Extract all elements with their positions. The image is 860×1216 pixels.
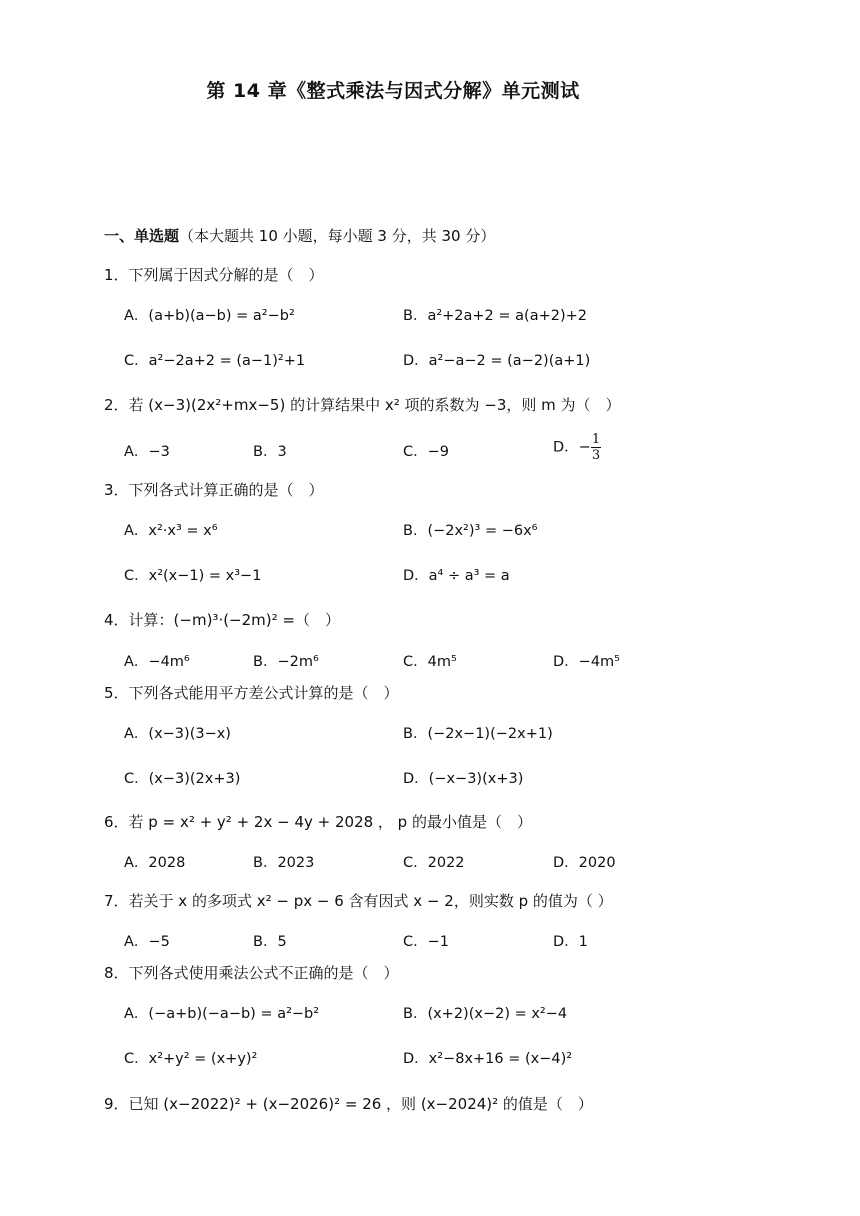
q7-option-a: A．−5 — [124, 934, 170, 950]
q5-option-d: D．(−x−3)(x+3) — [403, 771, 524, 787]
q2-option-d-prefix: D．− — [553, 439, 591, 456]
question-4: 4．计算：(−m)³·(−2m)² =（ ） — [104, 611, 340, 629]
section-note: （本大题共 10 小题，每小题 3 分，共 30 分） — [179, 227, 496, 245]
question-8: 8．下列各式使用乘法公式不正确的是（ ） — [104, 964, 399, 982]
question-3: 3．下列各式计算正确的是（ ） — [104, 481, 324, 499]
q6-option-b: B．2023 — [253, 855, 315, 871]
q6-option-a: A．2028 — [124, 855, 186, 871]
page-title: 第 14 章《整式乘法与因式分解》单元测试 — [206, 80, 580, 102]
q6-option-d: D．2020 — [553, 855, 616, 871]
section-heading — [104, 225, 495, 246]
q2-option-d — [553, 432, 601, 463]
q2-option-b: B．3 — [253, 444, 287, 460]
fraction-denominator: 3 — [591, 448, 601, 463]
q8-option-c: C．x²+y² = (x+y)² — [124, 1051, 258, 1067]
question-6: 6．若 p = x² + y² + 2x − 4y + 2028 ， p 的最小值是（ ） — [104, 813, 532, 831]
q8-option-d: D．x²−8x+16 = (x−4)² — [403, 1051, 573, 1067]
q1-option-c: C．a²−2a+2 = (a−1)²+1 — [124, 353, 306, 369]
q4-option-b: B．−2m⁶ — [253, 654, 319, 670]
q7-option-c: C．−1 — [403, 934, 449, 950]
q4-option-a: A．−4m⁶ — [124, 654, 190, 670]
q8-option-a: A．(−a+b)(−a−b) = a²−b² — [124, 1006, 320, 1022]
q4-option-d: D．−4m⁵ — [553, 654, 620, 670]
question-2: 2．若 (x−3)(2x²+mx−5) 的计算结果中 x² 项的系数为 −3，则 m 为（ ） — [104, 396, 621, 414]
q7-option-d: D．1 — [553, 934, 588, 950]
q2-option-a: A．−3 — [124, 444, 170, 460]
q4-option-c: C．4m⁵ — [403, 654, 457, 670]
question-5: 5．下列各式能用平方差公式计算的是（ ） — [104, 684, 399, 702]
q7-option-b: B．5 — [253, 934, 287, 950]
q3-option-b: B．(−2x²)³ = −6x⁶ — [403, 523, 538, 539]
q2-option-c: C．−9 — [403, 444, 449, 460]
q3-option-c: C．x²(x−1) = x³−1 — [124, 568, 262, 584]
q5-option-a: A．(x−3)(3−x) — [124, 726, 231, 742]
q6-option-c: C．2022 — [403, 855, 465, 871]
section-label: 一、单选题 — [104, 227, 180, 245]
q8-option-b: B．(x+2)(x−2) = x²−4 — [403, 1006, 568, 1022]
q3-option-d: D．a⁴ ÷ a³ = a — [403, 568, 510, 584]
q5-option-c: C．(x−3)(2x+3) — [124, 771, 241, 787]
question-7: 7．若关于 x 的多项式 x² − px − 6 含有因式 x − 2，则实数 p 的值为（ ） — [104, 892, 613, 910]
q5-option-b: B．(−2x−1)(−2x+1) — [403, 726, 553, 742]
q2-option-d-fraction — [591, 432, 601, 463]
fraction-numerator: 1 — [591, 432, 601, 447]
q3-option-a: A．x²·x³ = x⁶ — [124, 523, 218, 539]
q1-option-a: A．(a+b)(a−b) = a²−b² — [124, 308, 295, 324]
q1-option-b: B．a²+2a+2 = a(a+2)+2 — [403, 308, 587, 324]
question-9: 9．已知 (x−2022)² + (x−2026)² = 26 ，则 (x−2024)² 的值是（ ） — [104, 1095, 593, 1113]
question-1: 1．下列属于因式分解的是（ ） — [104, 266, 324, 284]
q1-option-d: D．a²−a−2 = (a−2)(a+1) — [403, 353, 591, 369]
